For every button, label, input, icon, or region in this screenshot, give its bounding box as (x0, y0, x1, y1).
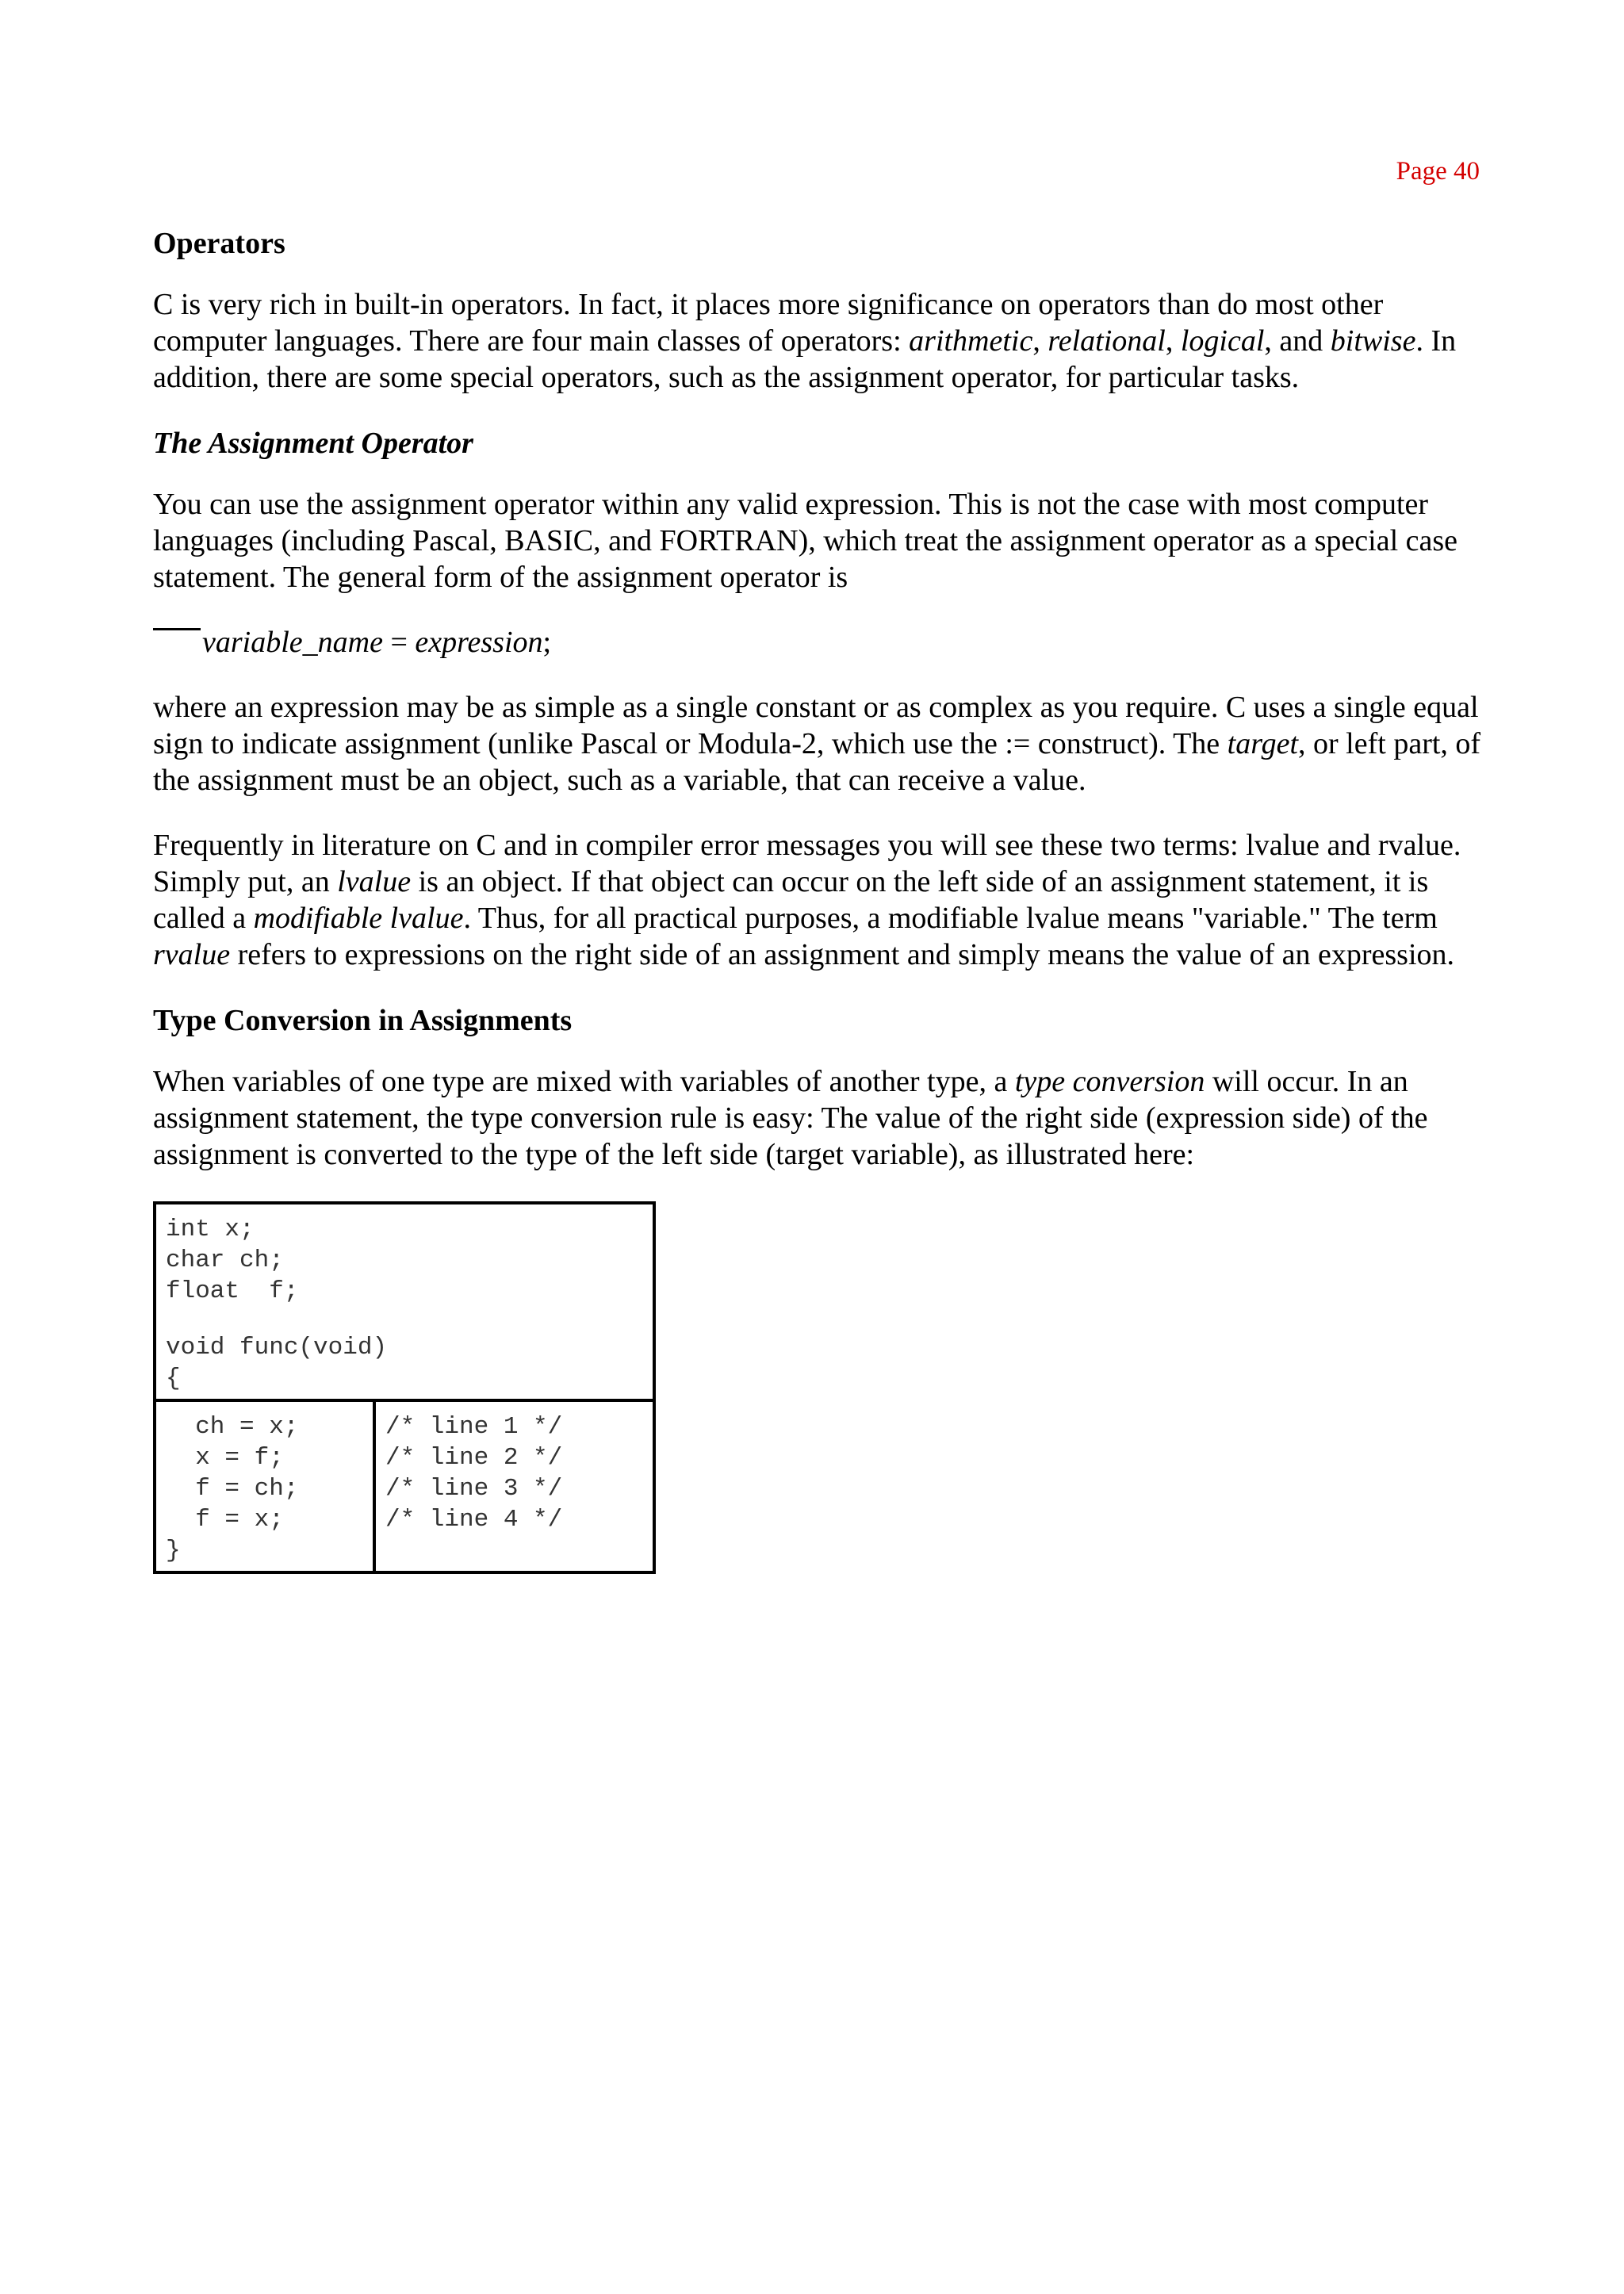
code-line: ch = x; (166, 1413, 299, 1441)
code-body (156, 1402, 653, 1571)
code-example (153, 1201, 656, 1574)
code-line: } (166, 1537, 181, 1564)
paragraph-type-conversion: When variables of one type are mixed with variables of another type, a type conversion will occur. In an assignment statement, the type conversion rule is easy: The value of the right side (expression side) of the assignment is converted to the type of the left side (target variable), as illustrated here: (153, 1065, 1428, 1171)
code-line: x = f; (166, 1444, 284, 1472)
code-comment: /* line 1 */ (385, 1413, 563, 1441)
paragraph-lvalue-rvalue: Frequently in literature on C and in compiler error messages you will see these two terms: lvalue and rvalue. Simply put, an lvalue is an object. If that object can occur on the left side of an assignment statement, it is called a modifiable lvalue. Thus, for all practical purposes, a modifiable lvalue means "variable." The term rvalue refers to expressions on the right side of an assignment and simply means the value of an expression. (153, 829, 1461, 971)
code-line: { (166, 1365, 181, 1392)
page-number: Page 40 (1396, 157, 1480, 186)
code-line: char ch; (166, 1247, 284, 1274)
heading-type-conversion: Type Conversion in Assignments (153, 1004, 573, 1037)
code-line: float f; (166, 1277, 299, 1305)
code-declarations (156, 1204, 653, 1402)
paragraph-assignment-target: where an expression may be as simple as a single constant or as complex as you require. C uses a single equal sign to indicate assignment (unlike Pascal or Modula-2, which use the := construct). The target, or left part, of the assignment must be an object, such as a variable, that can receive a value. (153, 691, 1481, 797)
code-line: int x; (166, 1216, 255, 1243)
code-comment: /* line 4 */ (385, 1506, 563, 1534)
code-line: f = ch; (166, 1475, 299, 1503)
form-rule (153, 628, 201, 630)
code-statements (156, 1402, 376, 1571)
code-comments (376, 1402, 653, 1571)
assignment-general-form: variable_name = expression; (153, 624, 1481, 661)
code-comment: /* line 3 */ (385, 1475, 563, 1503)
paragraph-operators-intro: C is very rich in built-in operators. In fact, it places more significance on operators than do most other computer languages. There are four main classes of operators: arithmetic, relational, logical, and bitwise. In addition, there are some special operators, such as the assignment operator, for particular tasks. (153, 288, 1457, 394)
code-line: f = x; (166, 1506, 284, 1534)
code-line: void func(void) (166, 1334, 388, 1361)
paragraph-assignment-intro: You can use the assignment operator within any valid expression. This is not the case with most computer languages (including Pascal, BASIC, and FORTRAN), which treat the assignment operator as a special case statement. The general form of the assignment operator is (153, 488, 1458, 594)
code-blank-line (166, 1307, 643, 1332)
code-comment: /* line 2 */ (385, 1444, 563, 1472)
heading-operators: Operators (153, 227, 285, 260)
heading-assignment-operator: The Assignment Operator (153, 427, 473, 460)
page-content (153, 224, 1481, 1574)
